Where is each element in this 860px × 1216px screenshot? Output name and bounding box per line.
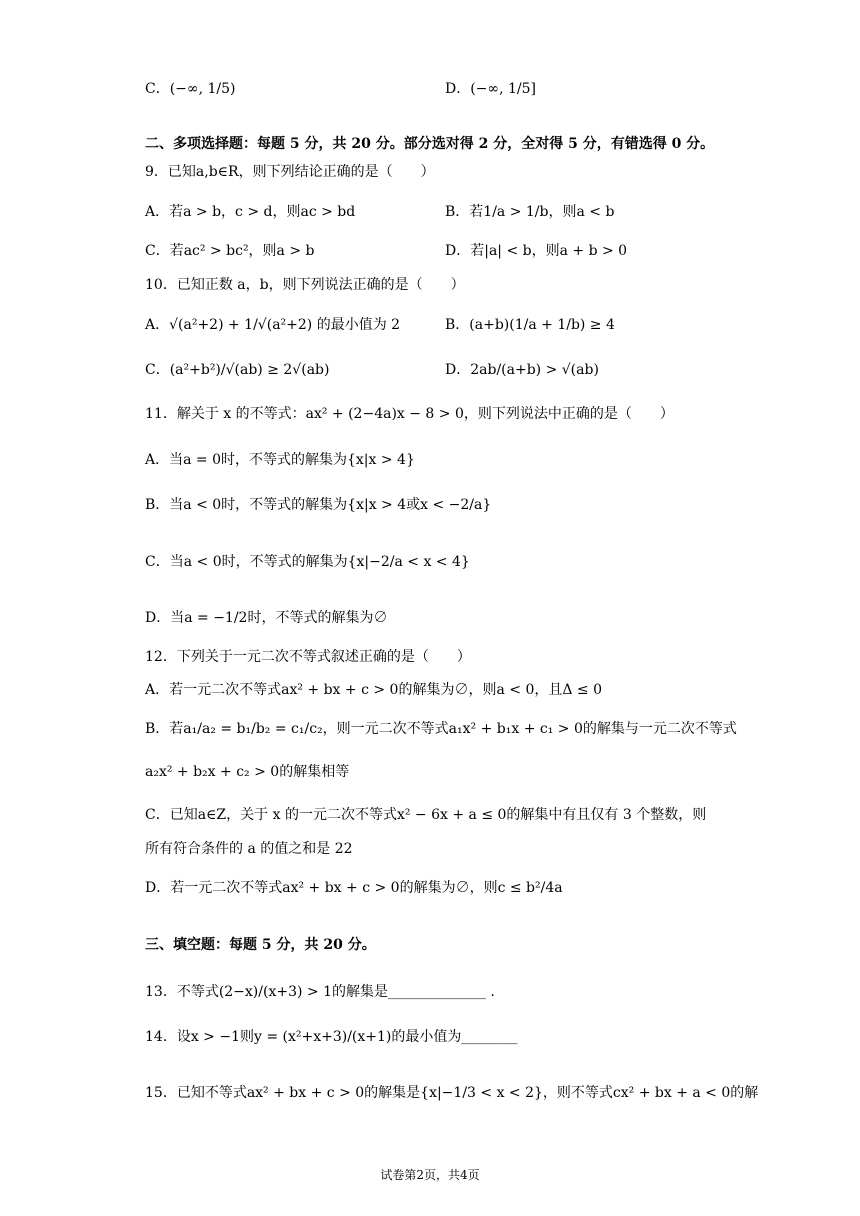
q9-option-c: C．若ac² > bc²，则a > b <box>145 243 315 259</box>
q11-option-b: B．当a < 0时，不等式的解集为{x|x > 4或x < −2/a} <box>145 497 492 513</box>
q12-stem: 12．下列关于一元二次不等式叙述正确的是（ ） <box>145 649 471 665</box>
q11-option-d: D．当a = −1/2时，不等式的解集为∅ <box>145 610 388 626</box>
q11-option-c: C．当a < 0时，不等式的解集为{x|−2/a < x < 4} <box>145 554 470 570</box>
q9-stem: 9．已知a,b∈R，则下列结论正确的是（ ） <box>145 164 435 180</box>
q9-option-b: B．若1/a > 1/b，则a < b <box>445 204 615 220</box>
page-footer: 试卷第2页，共4页 <box>380 1168 480 1182</box>
q8-option-d: D．(−∞, 1/5] <box>445 81 536 97</box>
q10-stem: 10．已知正数 a，b，则下列说法正确的是（ ） <box>145 277 465 293</box>
section-2-heading: 二、多项选择题：每题 5 分，共 20 分。部分选对得 2 分，全对得 5 分，有错选得 0 分。 <box>145 136 715 152</box>
q11-option-a: A．当a = 0时，不等式的解集为{x|x > 4} <box>145 452 415 468</box>
q9-option-d: D．若|a| < b，则a + b > 0 <box>445 243 628 259</box>
q12-option-c-cont: 所有符合条件的 a 的值之和是 22 <box>145 841 353 857</box>
q12-option-c: C．已知a∈Z，关于 x 的一元二次不等式x² − 6x + a ≤ 0的解集中有且仅有 3 个整数，则 <box>145 807 707 823</box>
q12-option-b-cont: a₂x² + b₂x + c₂ > 0的解集相等 <box>145 764 350 780</box>
q9-option-a: A．若a > b，c > d，则ac > bd <box>145 204 356 220</box>
section-3-heading: 三、填空题：每题 5 分，共 20 分。 <box>145 937 376 953</box>
q10-option-b: B．(a+b)(1/a + 1/b) ≥ 4 <box>445 317 615 333</box>
q10-option-d: D．2ab/(a+b) > √(ab) <box>445 362 599 378</box>
q13: 13．不等式(2−x)/(x+3) > 1的解集是______________ . <box>145 984 495 1000</box>
q10-option-c: C．(a²+b²)/√(ab) ≥ 2√(ab) <box>145 362 330 378</box>
q8-option-c: C．(−∞, 1/5) <box>145 81 236 97</box>
q10-option-a: A．√(a²+2) + 1/√(a²+2) 的最小值为 2 <box>145 317 401 333</box>
q12-option-a: A．若一元二次不等式ax² + bx + c > 0的解集为∅，则a < 0，且Δ ≤ 0 <box>145 682 602 698</box>
q12-option-d: D．若一元二次不等式ax² + bx + c > 0的解集为∅，则c ≤ b²/4a <box>145 880 563 896</box>
q11-stem: 11．解关于 x 的不等式：ax² + (2−4a)x − 8 > 0，则下列说法中正确的是（ ） <box>145 406 674 422</box>
q15: 15．已知不等式ax² + bx + c > 0的解集是{x|−1/3 < x < 2}，则不等式cx² + bx + a < 0的解 <box>145 1085 759 1101</box>
q12-option-b: B．若a₁/a₂ = b₁/b₂ = c₁/c₂，则一元二次不等式a₁x² + b₁x + c₁ > 0的解集与一元二次不等式 <box>145 721 737 737</box>
q14: 14．设x > −1则y = (x²+x+3)/(x+1)的最小值为________ <box>145 1029 518 1045</box>
